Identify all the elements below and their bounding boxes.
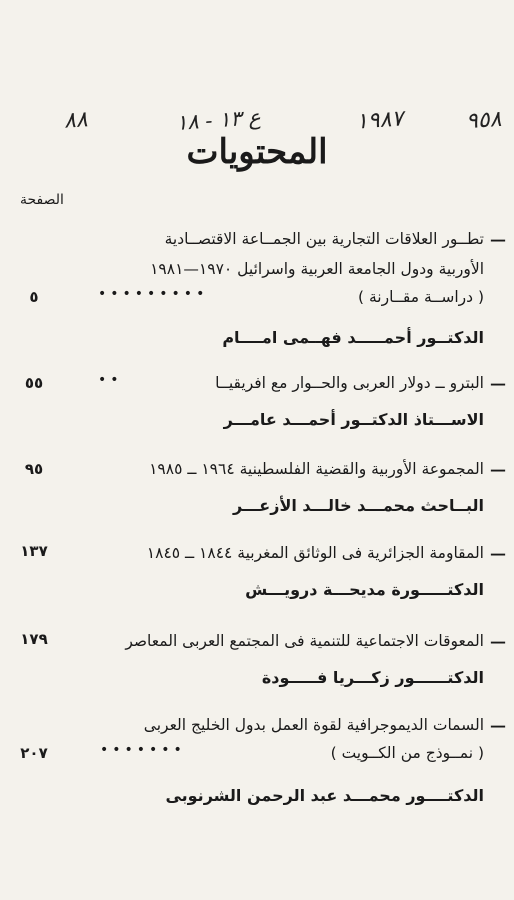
entry-dash: — <box>490 374 506 393</box>
entry-title-line: المعوقات الاجتماعية للتنمية فى المجتمع العربى المعاصر <box>125 632 484 650</box>
entry-author: البــاحث محمـــد خالـــد الأزعـــر <box>232 496 484 515</box>
entry-dash: — <box>490 230 506 249</box>
entry-title-line: ( نمــوذج من الكــويت ) <box>330 744 484 762</box>
leader-dots: ••••••• <box>100 742 186 758</box>
handwritten-note-year: ۱۹۸۷ <box>355 106 405 135</box>
entry-author: الاســـتاذ الدكتــور أحمـــد عامـــر <box>223 410 484 429</box>
entry-title-line: المجموعة الأوربية والقضية الفلسطينية ١٩٦٤ ــ ١٩٨٥ <box>149 460 484 478</box>
entry-author: الدكتـــــورة مديحـــة درويـــش <box>245 580 484 599</box>
entry-page-number: ١٣٧ <box>20 542 48 560</box>
entry-page-number: ٥٥ <box>24 374 44 392</box>
entry-page-number: ٢٠٧ <box>20 744 48 762</box>
entry-page-number: ٩٥ <box>24 460 44 478</box>
entry-page-number: ١٧٩ <box>20 630 48 648</box>
entry-author: الدكتــور أحمـــــد فهــمى امــــام <box>222 328 484 347</box>
entry-dash: — <box>490 632 506 651</box>
entry-title-line: ( دراســة مقــارنة ) <box>357 288 484 306</box>
handwritten-note-issue: ع ۱۳ - ۱۸ <box>175 105 262 135</box>
entry-dash: — <box>490 460 506 479</box>
entry-page-number: ٥ <box>29 288 39 306</box>
handwritten-note-right: ۹٥٨ <box>465 106 503 135</box>
handwritten-note-left: ۸۸ <box>63 107 89 134</box>
entry-title-line: البترو ــ دولار العربى والحــوار مع افريقيــا <box>215 374 484 392</box>
entry-dash: — <box>490 716 506 735</box>
entry-title-line: الأوربية ودول الجامعة العربية واسرائيل ۱۹۷۰—۱۹۸۱ <box>150 260 484 278</box>
entry-author: الدكتــــــور زكـــريا فـــــودة <box>261 668 484 687</box>
entry-author: الدكتــــور محمـــد عبد الرحمن الشرنوبى <box>165 786 484 805</box>
leader-dots: •• <box>98 372 123 388</box>
page-column-label: الصفحة <box>20 192 64 208</box>
page-title: المحتويات <box>186 132 328 172</box>
leader-dots: ••••••••• <box>98 286 209 302</box>
entry-title-line: المقاومة الجزائرية فى الوثائق المغربية ١٨٤٤ ــ ١٨٤٥ <box>146 544 484 562</box>
entry-title-line: تطــور العلاقات التجارية بين الجمــاعة الاقتصــادية <box>164 230 484 248</box>
entry-title-line: السمات الديموجرافية لقوة العمل بدول الخليج العربى <box>143 716 484 734</box>
entry-dash: — <box>490 544 506 563</box>
